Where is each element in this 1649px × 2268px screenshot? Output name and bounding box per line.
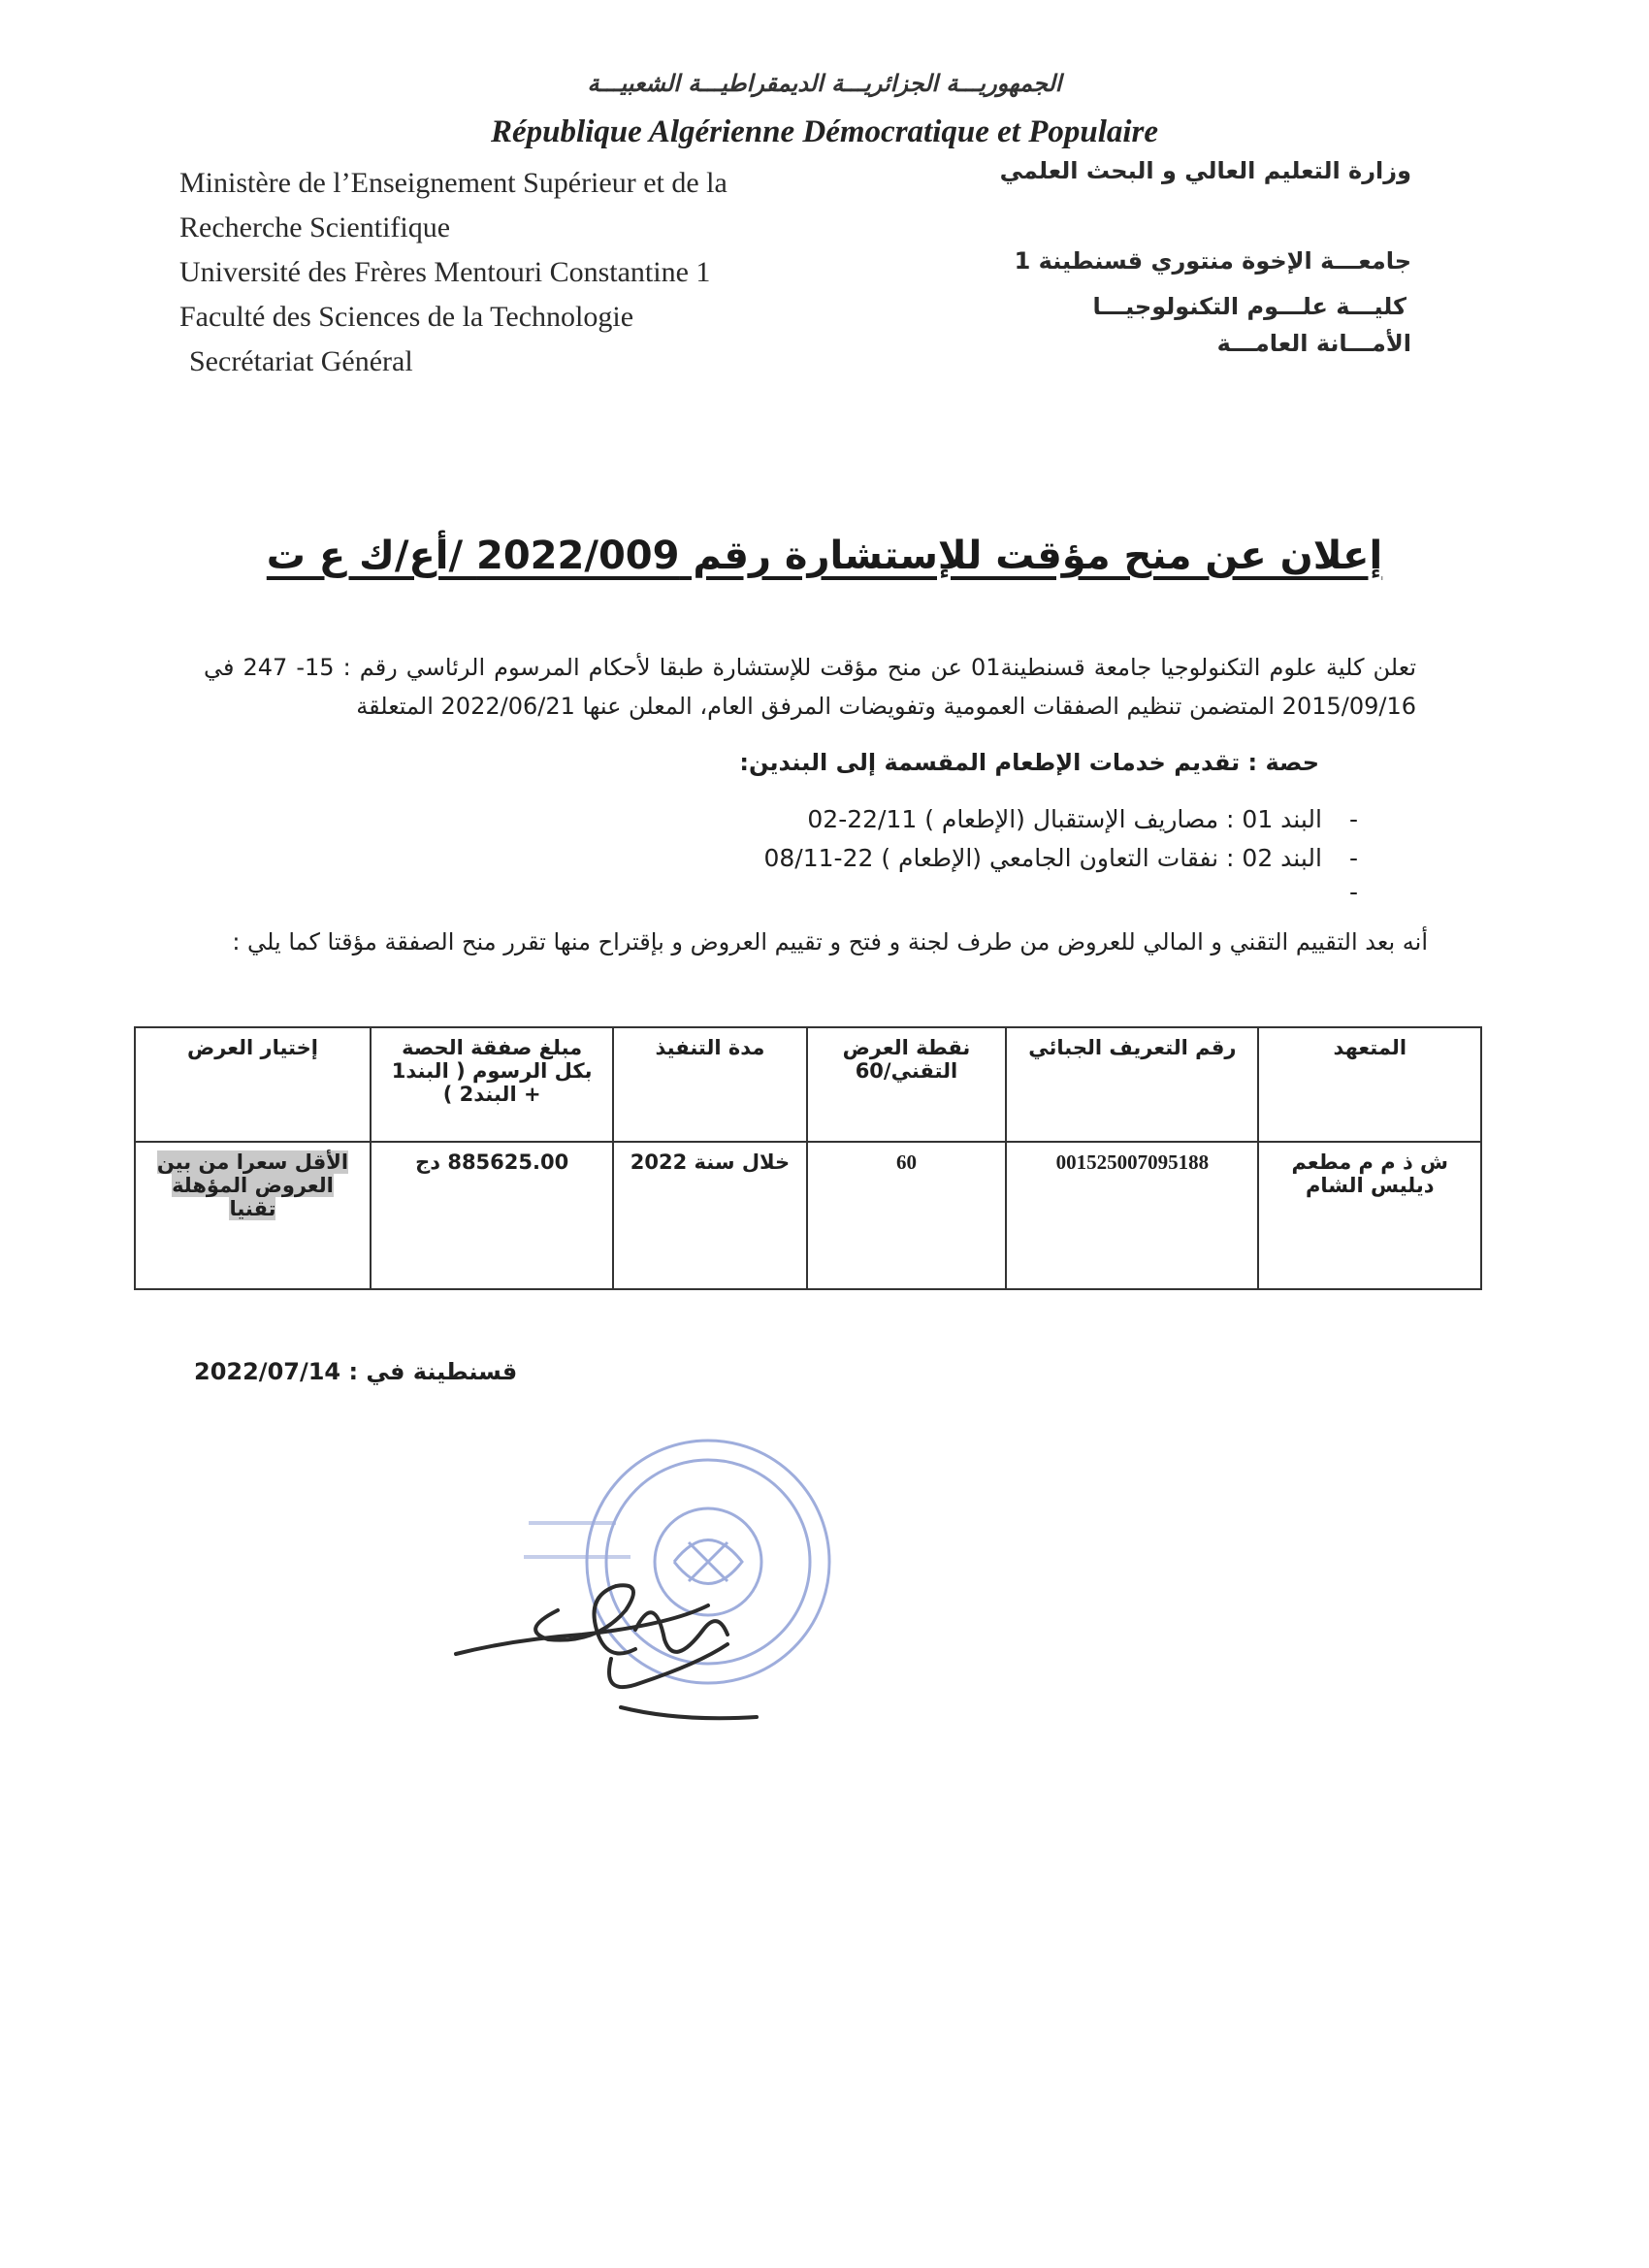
university-fr-line: Université des Frères Mentouri Constantine 1 [179,256,711,288]
list-item-text: البند 02 : نفقات التعاون الجامعي (الإطعام ) 22-08/11 [763,844,1322,872]
stamp-seal-icon [524,1441,829,1683]
list-item [763,844,1358,872]
award-table [134,1026,1482,1290]
intro-paragraph: تعلن كلية علوم التكنولوجيا جامعة قسنطينة01 عن منح مؤقت للإستشارة طبقا لأحكام المرسوم الرئاسي رقم : 15- 247 في 2015/09/16 المتضمن تنظيم الصفقات العمومية وتفويضات المرفق العام، المعلن عنها 2022/06/21 المتعلقة [204,654,1416,720]
cell-bidder: ش ذ م م مطعم ديليس الشام [1258,1142,1481,1289]
ministry-fr-line-2: Recherche Scientifique [179,211,451,243]
cell-choice [135,1142,371,1289]
list-dash: - [1348,844,1358,872]
secretariat-fr-line: Secrétariat Général [189,345,413,377]
header-bidder: المتعهد [1258,1027,1481,1142]
announcement-title: إعلان عن منح مؤقت للإستشارة رقم 2022/009 /أع/ك ع ت [266,534,1383,578]
header-amount: مبلغ صفقة الحصة بكل الرسوم ( البند1 + البند2 ) [371,1027,613,1142]
list-item [1322,878,1358,906]
header-score: نقطة العرض التقني/60 [807,1027,1007,1142]
cell-amount: 885625.00 دج [371,1142,613,1289]
secretariat-ar-line: الأمـــانة العامـــة [1216,330,1411,357]
faculty-ar-line: كليـــة علـــوم التكنولوجيـــا [1092,293,1406,320]
header-choice: إختيار العرض [135,1027,371,1142]
cell-score: 60 [807,1142,1007,1289]
republic-french: République Algérienne Démocratique et Populaire [490,114,1159,149]
official-stamp-and-signature [441,1416,868,1775]
ministry-ar-line: وزارة التعليم العالي و البحث العلمي [999,157,1411,184]
ministry-fr-line-1: Ministère de l’Enseignement Supérieur et de la [179,167,728,199]
header-tax-id: رقم التعريف الجبائي [1006,1027,1258,1142]
signature-icon [456,1585,757,1718]
table-header-row [135,1027,1481,1142]
place-date: قسنطينة في : 2022/07/14 [194,1358,518,1385]
list-item-text: البند 01 : مصاريف الإستقبال (الإطعام ) 22/11-02 [807,805,1322,833]
cell-tax-id: 001525007095188 [1006,1142,1258,1289]
lot-heading: حصة : تقديم خدمات الإطعام المقسمة إلى البندين: [739,749,1319,776]
decision-paragraph: أنه بعد التقييم التقني و المالي للعروض من طرف لجنة و فتح و تقييم العروض و بإقتراح منها تقرر منح الصفقة مؤقتا كما يلي : [232,928,1428,956]
faculty-fr-line: Faculté des Sciences de la Technologie [179,301,634,333]
list-dash: - [1348,878,1358,906]
republic-arabic: الجمهوريـــة الجزائريـــة الديمقراطيـــة الشعبيـــة [587,70,1062,97]
cell-duration: خلال سنة 2022 [613,1142,806,1289]
header-duration: مدة التنفيذ [613,1027,806,1142]
university-ar-line: جامعـــة الإخوة منتوري قسنطينة 1 [1014,247,1411,275]
choice-highlight: الأقل سعرا من بين العروض المؤهلة تقنيا [156,1150,349,1220]
table-row [135,1142,1481,1289]
list-dash: - [1348,805,1358,833]
list-item [807,805,1358,833]
